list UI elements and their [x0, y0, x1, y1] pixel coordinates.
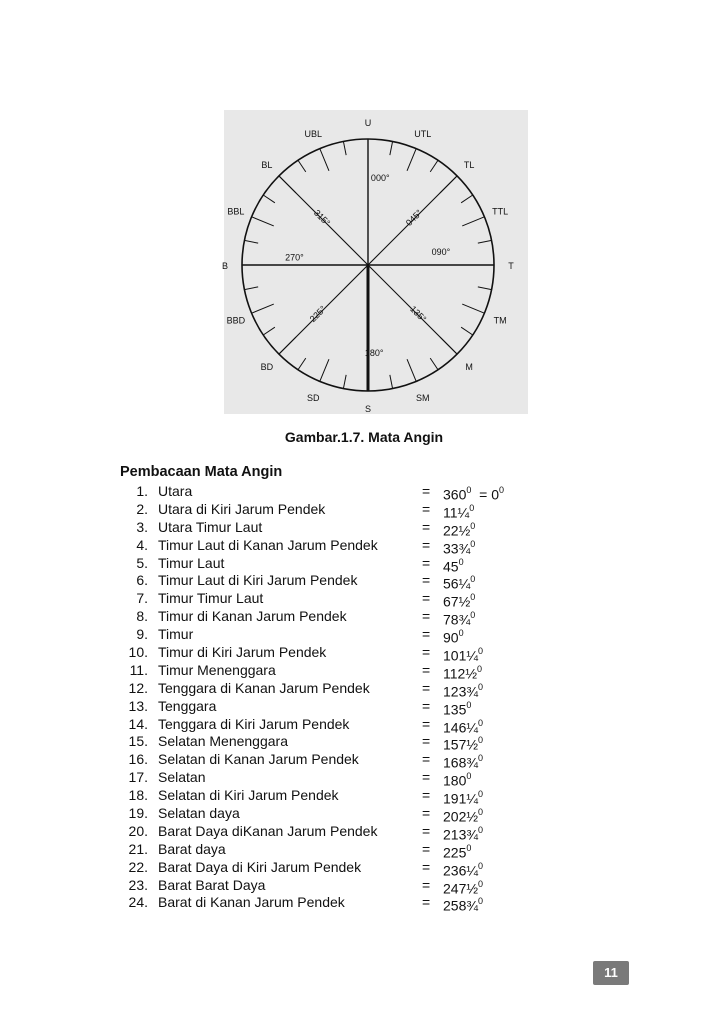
item-number: 2. — [136, 500, 148, 517]
degree-symbol: 0 — [466, 699, 472, 710]
compass-tick — [244, 240, 258, 243]
direction-label: BD — [260, 362, 274, 373]
degree-symbol: 0 — [466, 771, 472, 782]
degree-symbol: 0 — [478, 878, 484, 889]
degree-number: 33¾ — [443, 540, 471, 557]
degree-symbol: 0 — [478, 753, 484, 764]
degree-symbol: 0 — [470, 538, 476, 549]
degree-number: 90 — [443, 629, 459, 646]
degree-symbol: 0 — [478, 735, 484, 746]
degree-number: 112½ — [443, 665, 477, 682]
compass-tick — [440, 337, 457, 354]
equals-sign: = — [422, 822, 431, 839]
degree-number: 180 — [443, 772, 467, 789]
equals-sign: = — [422, 697, 431, 714]
direction-label: BBL — [227, 206, 245, 217]
compass-tick — [298, 358, 306, 370]
direction-label: S — [364, 404, 372, 414]
equals-sign: = — [422, 518, 431, 535]
compass-tick — [478, 240, 492, 243]
direction-name: Selatan di Kiri Jarum Pendek — [158, 787, 339, 804]
direction-label: UBL — [304, 128, 323, 139]
direction-name: Timur Timur Laut — [158, 590, 264, 607]
direction-name: Barat di Kanan Jarum Pendek — [158, 894, 345, 911]
item-number: 4. — [136, 536, 148, 553]
degree-symbol: 0 — [478, 807, 484, 818]
degree-number: 146¼ — [443, 719, 479, 736]
compass-tick — [320, 149, 329, 171]
compass-tick — [343, 375, 346, 389]
compass-tick — [390, 141, 393, 155]
degree-number: 45 — [443, 558, 459, 575]
degree-symbol: 0 — [478, 681, 484, 692]
degree-number: 123¾ — [443, 683, 479, 700]
page-number-badge: 11 — [593, 961, 629, 985]
degree-label: 315° — [311, 207, 333, 228]
item-number: 18. — [128, 787, 148, 804]
direction-label: BBD — [226, 315, 246, 326]
equals-sign: = — [422, 608, 431, 625]
compass-tick — [279, 337, 296, 354]
compass-tick — [462, 217, 484, 226]
direction-label: TL — [463, 159, 475, 170]
item-number: 21. — [128, 840, 148, 857]
compass-tick — [263, 327, 275, 335]
direction-name: Selatan Menenggara — [158, 733, 288, 750]
item-number: 6. — [136, 572, 148, 589]
item-number: 11. — [129, 661, 148, 678]
degree-symbol: 0 — [466, 842, 472, 853]
compass-tick — [279, 176, 296, 193]
degree-symbol: 0 — [470, 574, 476, 585]
degree-label: 180° — [364, 347, 384, 358]
degree-symbol: 0 — [458, 556, 464, 567]
degree-number: 236¼ — [443, 862, 479, 879]
degree-number: 157½ — [443, 737, 479, 754]
degree-symbol: 0 — [470, 592, 476, 603]
compass-tick — [440, 176, 457, 193]
compass-tick — [407, 149, 416, 171]
degree-number: 225 — [443, 844, 467, 861]
compass-tick — [244, 287, 258, 290]
item-number: 15. — [128, 733, 148, 750]
compass-tick — [461, 195, 473, 203]
degree-symbol: 0 — [466, 485, 472, 495]
direction-name: Barat Barat Daya — [158, 876, 266, 893]
item-number: 16. — [128, 751, 148, 768]
equals-sign: = — [422, 787, 431, 804]
compass-tick — [430, 358, 438, 370]
degree-label: 090° — [431, 247, 451, 258]
direction-label: TTL — [492, 206, 509, 217]
compass-tick — [320, 359, 329, 381]
compass-tick — [263, 195, 275, 203]
item-number: 17. — [128, 769, 148, 786]
degree-number: 202½ — [443, 808, 479, 825]
compass-tick — [407, 359, 416, 381]
compass-tick — [343, 141, 346, 155]
item-number: 14. — [128, 715, 148, 732]
direction-name: Selatan di Kanan Jarum Pendek — [158, 751, 359, 768]
direction-label: T — [508, 261, 514, 271]
direction-name: Selatan — [158, 769, 206, 786]
equals-sign: = — [422, 751, 431, 768]
equals-sign: = — [422, 483, 431, 499]
item-number: 5. — [136, 554, 148, 571]
equals-sign: = — [422, 554, 431, 571]
direction-name: Timur — [158, 626, 194, 643]
degree-number: 213¾ — [443, 826, 479, 843]
direction-name: Timur Laut — [158, 554, 225, 571]
degree-number: 168¾ — [443, 755, 479, 772]
compass-tick — [430, 160, 438, 172]
degree-number: 247½ — [443, 880, 479, 897]
degree-symbol: 0 — [477, 663, 483, 674]
direction-name: Utara Timur Laut — [158, 518, 263, 535]
item-number: 23. — [128, 876, 148, 893]
degree-alt-value: = 0 — [479, 486, 500, 503]
direction-name: Barat daya — [158, 840, 226, 857]
equals-sign: = — [422, 661, 431, 678]
item-number: 12. — [128, 679, 148, 696]
section-title: Pembacaan Mata Angin — [120, 464, 283, 480]
degree-symbol: 0 — [458, 628, 464, 639]
direction-name: Barat Daya di Kiri Jarum Pendek — [158, 858, 362, 875]
direction-name: Tenggara di Kiri Jarum Pendek — [158, 715, 350, 732]
degree-label: 225° — [307, 303, 328, 325]
direction-name: Timur di Kiri Jarum Pendek — [158, 644, 327, 661]
degree-number: 11¼ — [443, 504, 470, 521]
item-number: 22. — [128, 858, 148, 875]
degree-number: 78¾ — [443, 611, 471, 628]
item-number: 10. — [128, 644, 148, 661]
equals-sign: = — [422, 626, 431, 643]
direction-label: M — [465, 362, 473, 373]
direction-name: Tenggara di Kanan Jarum Pendek — [158, 679, 370, 696]
direction-label: TM — [493, 315, 507, 326]
degree-number: 135 — [443, 701, 467, 718]
compass-rose-figure — [221, 110, 528, 414]
item-number: 8. — [136, 608, 148, 625]
item-number: 9. — [136, 626, 148, 643]
degree-alt-symbol: 0 — [499, 485, 505, 495]
equals-sign: = — [422, 876, 431, 893]
item-number: 13. — [128, 697, 148, 714]
degree-symbol: 0 — [470, 520, 476, 531]
equals-sign: = — [422, 769, 431, 786]
degree-number: 191¼ — [443, 790, 479, 807]
degree-number: 67½ — [443, 594, 471, 610]
degree-value — [443, 894, 483, 916]
equals-sign: = — [422, 679, 431, 696]
degree-symbol: 0 — [469, 502, 475, 513]
equals-sign: = — [422, 805, 431, 822]
equals-sign: = — [422, 572, 431, 589]
equals-sign: = — [422, 715, 431, 732]
equals-sign: = — [422, 840, 431, 857]
compass-rose-diagram — [221, 110, 528, 414]
equals-sign: = — [422, 590, 431, 607]
degree-number: 22½ — [443, 522, 471, 539]
compass-tick — [390, 375, 393, 389]
direction-name: Barat Daya diKanan Jarum Pendek — [158, 822, 378, 839]
direction-label: BL — [261, 159, 273, 170]
compass-tick — [478, 287, 492, 290]
direction-label: B — [221, 261, 229, 271]
direction-name: Timur di Kanan Jarum Pendek — [158, 608, 347, 625]
compass-tick — [252, 304, 274, 313]
degree-symbol: 0 — [478, 896, 484, 907]
degree-label: 135° — [408, 303, 429, 325]
degree-number: 360 — [443, 486, 467, 503]
direction-label: SM — [415, 393, 430, 404]
equals-sign: = — [422, 733, 431, 750]
direction-name: Selatan daya — [158, 805, 240, 822]
equals-sign: = — [422, 536, 431, 553]
direction-label: UTL — [414, 128, 432, 139]
degree-symbol: 0 — [478, 824, 484, 835]
compass-tick — [462, 304, 484, 313]
equals-sign: = — [422, 500, 431, 517]
degree-symbol: 0 — [478, 717, 484, 728]
degree-symbol: 0 — [478, 789, 484, 800]
degree-label: 270° — [285, 252, 304, 263]
equals-sign: = — [422, 644, 431, 661]
compass-tick — [252, 217, 274, 226]
figure-caption: Gambar.1.7. Mata Angin — [284, 429, 444, 445]
direction-name: Timur Laut di Kiri Jarum Pendek — [158, 572, 358, 589]
item-number: 19. — [128, 805, 148, 822]
direction-name: Utara di Kiri Jarum Pendek — [158, 500, 326, 517]
item-number: 20. — [128, 822, 148, 839]
direction-name: Tenggara — [158, 697, 217, 714]
equals-sign: = — [422, 894, 431, 911]
degree-symbol: 0 — [470, 610, 476, 621]
direction-label: U — [364, 118, 372, 128]
degree-label: 045° — [403, 207, 425, 228]
direction-name: Timur Menenggara — [158, 661, 276, 678]
item-number: 7. — [136, 590, 148, 607]
degree-number: 258¾ — [443, 898, 479, 915]
direction-name: Utara — [158, 483, 193, 499]
direction-name: Timur Laut di Kanan Jarum Pendek — [158, 536, 378, 553]
direction-label: SD — [307, 393, 320, 404]
degree-label: 000° — [370, 172, 390, 183]
compass-tick — [461, 327, 473, 335]
equals-sign: = — [422, 858, 431, 875]
degree-number: 56¼ — [443, 576, 471, 593]
item-number: 3. — [136, 518, 148, 535]
degree-symbol: 0 — [478, 860, 484, 871]
degree-symbol: 0 — [478, 646, 484, 657]
compass-tick — [298, 160, 306, 172]
item-number: 24. — [128, 894, 148, 911]
item-number: 1. — [136, 483, 148, 499]
degree-number: 101¼ — [443, 647, 479, 664]
